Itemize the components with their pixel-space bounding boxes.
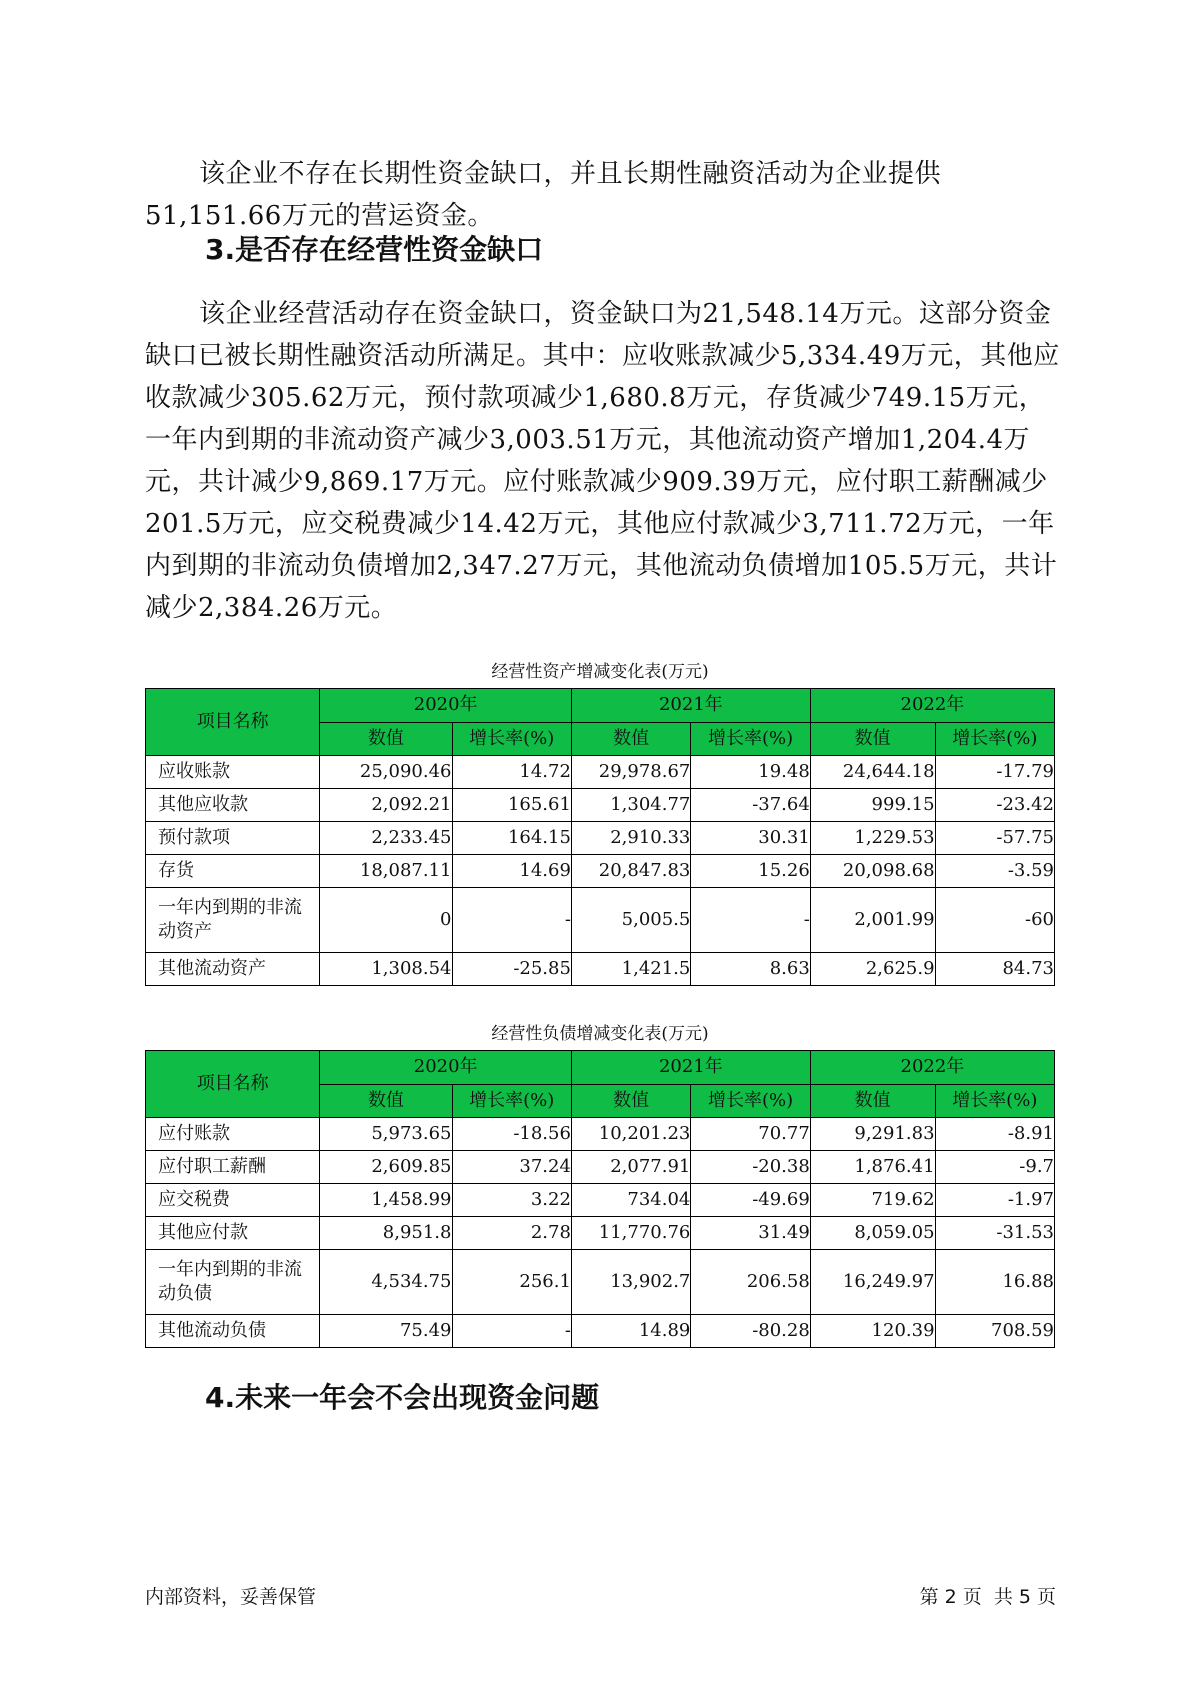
cell-value: 75.49: [320, 1315, 452, 1348]
cell-growth-rate: 16.88: [935, 1250, 1054, 1315]
cell-growth-rate: 84.73: [935, 953, 1054, 986]
cell-value: 734.04: [571, 1184, 690, 1217]
cell-growth-rate: 708.59: [935, 1315, 1054, 1348]
header-year-2020: 2020年: [320, 689, 572, 723]
cell-growth-rate: -37.64: [691, 789, 810, 822]
cell-value: 10,201.23: [571, 1118, 690, 1151]
cell-value: 8,951.8: [320, 1217, 452, 1250]
cell-value: 1,308.54: [320, 953, 452, 986]
cell-growth-rate: -8.91: [935, 1118, 1054, 1151]
header-value: 数值: [320, 1084, 452, 1118]
section-3-heading: 3.是否存在经营性资金缺口: [205, 233, 544, 266]
cell-growth-rate: -18.56: [452, 1118, 571, 1151]
table-row: [146, 1315, 1055, 1348]
cell-value: 25,090.46: [320, 756, 452, 789]
cell-value: 999.15: [810, 789, 935, 822]
header-year-2020: 2020年: [320, 1051, 572, 1085]
cell-growth-rate: -17.79: [935, 756, 1054, 789]
header-year-2021: 2021年: [571, 689, 810, 723]
cell-value: 20,098.68: [810, 855, 935, 888]
header-growth: 增长率(%): [452, 1084, 571, 1118]
cell-growth-rate: 70.77: [691, 1118, 810, 1151]
cell-value: 2,609.85: [320, 1151, 452, 1184]
cell-growth-rate: -9.7: [935, 1151, 1054, 1184]
header-item-name: 项目名称: [146, 689, 320, 756]
cell-growth-rate: 2.78: [452, 1217, 571, 1250]
row-item-name: 应收账款: [146, 756, 320, 789]
header-growth: 增长率(%): [935, 722, 1054, 756]
header-value: 数值: [810, 722, 935, 756]
cell-growth-rate: -57.75: [935, 822, 1054, 855]
table-row: [146, 1184, 1055, 1217]
header-growth: 增长率(%): [935, 1084, 1054, 1118]
header-value: 数值: [571, 1084, 690, 1118]
table-row: [146, 1118, 1055, 1151]
cell-growth-rate: -: [452, 1315, 571, 1348]
row-item-name: 一年内到期的非流动资产: [146, 888, 320, 953]
cell-value: 1,304.77: [571, 789, 690, 822]
row-item-name: 其他应收款: [146, 789, 320, 822]
cell-growth-rate: 19.48: [691, 756, 810, 789]
cell-value: 1,876.41: [810, 1151, 935, 1184]
cell-growth-rate: 37.24: [452, 1151, 571, 1184]
footer-confidential-note: 内部资料，妥善保管: [145, 1586, 317, 1608]
cell-growth-rate: 206.58: [691, 1250, 810, 1315]
table-row: [146, 953, 1055, 986]
cell-value: 18,087.11: [320, 855, 452, 888]
header-year-2022: 2022年: [810, 689, 1054, 723]
cell-growth-rate: -3.59: [935, 855, 1054, 888]
table-row: [146, 1151, 1055, 1184]
assets-change-table: [145, 688, 1055, 986]
cell-growth-rate: 8.63: [691, 953, 810, 986]
cell-value: 2,910.33: [571, 822, 690, 855]
cell-value: 0: [320, 888, 452, 953]
cell-growth-rate: -31.53: [935, 1217, 1054, 1250]
row-item-name: 应付账款: [146, 1118, 320, 1151]
section-3-paragraph: [145, 293, 1060, 629]
cell-growth-rate: -60: [935, 888, 1054, 953]
header-growth: 增长率(%): [691, 1084, 810, 1118]
cell-value: 2,092.21: [320, 789, 452, 822]
cell-value: 11,770.76: [571, 1217, 690, 1250]
cell-growth-rate: 15.26: [691, 855, 810, 888]
cell-growth-rate: -25.85: [452, 953, 571, 986]
header-item-name: 项目名称: [146, 1051, 320, 1118]
cell-value: 2,077.91: [571, 1151, 690, 1184]
cell-value: 2,001.99: [810, 888, 935, 953]
liabilities-table-caption: 经营性负债增减变化表(万元): [491, 1024, 709, 1044]
row-item-name: 一年内到期的非流动负债: [146, 1250, 320, 1315]
cell-growth-rate: 3.22: [452, 1184, 571, 1217]
liabilities-change-table: [145, 1050, 1055, 1348]
cell-value: 5,005.5: [571, 888, 690, 953]
cell-growth-rate: 31.49: [691, 1217, 810, 1250]
header-year-2022: 2022年: [810, 1051, 1054, 1085]
cell-value: 8,059.05: [810, 1217, 935, 1250]
cell-growth-rate: -80.28: [691, 1315, 810, 1348]
cell-growth-rate: -: [452, 888, 571, 953]
cell-value: 14.89: [571, 1315, 690, 1348]
row-item-name: 其他流动资产: [146, 953, 320, 986]
cell-value: 29,978.67: [571, 756, 690, 789]
table-row: [146, 1217, 1055, 1250]
cell-value: 1,458.99: [320, 1184, 452, 1217]
table-row: [146, 855, 1055, 888]
table-row: [146, 822, 1055, 855]
cell-growth-rate: 14.72: [452, 756, 571, 789]
row-item-name: 预付款项: [146, 822, 320, 855]
header-value: 数值: [320, 722, 452, 756]
cell-growth-rate: -23.42: [935, 789, 1054, 822]
cell-growth-rate: 30.31: [691, 822, 810, 855]
cell-growth-rate: 165.61: [452, 789, 571, 822]
row-item-name: 其他应付款: [146, 1217, 320, 1250]
table-row: [146, 756, 1055, 789]
header-growth: 增长率(%): [452, 722, 571, 756]
row-item-name: 其他流动负债: [146, 1315, 320, 1348]
cell-value: 1,421.5: [571, 953, 690, 986]
header-year-2021: 2021年: [571, 1051, 810, 1085]
cell-value: 1,229.53: [810, 822, 935, 855]
cell-growth-rate: 164.15: [452, 822, 571, 855]
cell-growth-rate: 256.1: [452, 1250, 571, 1315]
header-growth: 增长率(%): [691, 722, 810, 756]
intro-paragraph: [145, 153, 1060, 237]
intro-line-1: 该企业不存在长期性资金缺口，并且长期性融资活动为企业提供: [199, 159, 942, 189]
cell-value: 20,847.83: [571, 855, 690, 888]
row-item-name: 应付职工薪酬: [146, 1151, 320, 1184]
cell-value: 5,973.65: [320, 1118, 452, 1151]
cell-value: 2,625.9: [810, 953, 935, 986]
table-row: [146, 789, 1055, 822]
cell-value: 4,534.75: [320, 1250, 452, 1315]
row-item-name: 存货: [146, 855, 320, 888]
cell-value: 120.39: [810, 1315, 935, 1348]
cell-growth-rate: -20.38: [691, 1151, 810, 1184]
table-row: [146, 1250, 1055, 1315]
cell-value: 719.62: [810, 1184, 935, 1217]
cell-value: 13,902.7: [571, 1250, 690, 1315]
header-value: 数值: [810, 1084, 935, 1118]
cell-growth-rate: -: [691, 888, 810, 953]
cell-growth-rate: -49.69: [691, 1184, 810, 1217]
footer-page-number: 第 2 页 共 5 页: [919, 1586, 1056, 1608]
cell-value: 16,249.97: [810, 1250, 935, 1315]
cell-value: 9,291.83: [810, 1118, 935, 1151]
cell-value: 2,233.45: [320, 822, 452, 855]
table-row: [146, 888, 1055, 953]
header-value: 数值: [571, 722, 690, 756]
section-4-heading: 4.未来一年会不会出现资金问题: [205, 1381, 600, 1414]
row-item-name: 应交税费: [146, 1184, 320, 1217]
section-3-text: 该企业经营活动存在资金缺口，资金缺口为21,548.14万元。这部分资金缺口已被长期性融资活动所满足。其中：应收账款减少5,334.49万元，其他应收款减少305.62万元，预付款项减少1,680.8万元，存货减少749.15万元，一年内到期的非流动资产减少3,003.51万元，其他流动资产增加1,204.4万元，共计减少9,869.17万元。应付账款减少909.39万元，应付职工薪酬减少201.5万元，应交税费减少14.42万元，其他应付款减少3,711.72万元，一年内到期的非流动负债增加2,347.27万元，其他流动负债增加105.5万元，共计减少2,384.26万元。: [145, 299, 1060, 623]
cell-value: 24,644.18: [810, 756, 935, 789]
cell-growth-rate: -1.97: [935, 1184, 1054, 1217]
intro-line-2: 51,151.66万元的营运资金。: [145, 201, 494, 231]
assets-table-caption: 经营性资产增减变化表(万元): [491, 662, 709, 682]
cell-growth-rate: 14.69: [452, 855, 571, 888]
